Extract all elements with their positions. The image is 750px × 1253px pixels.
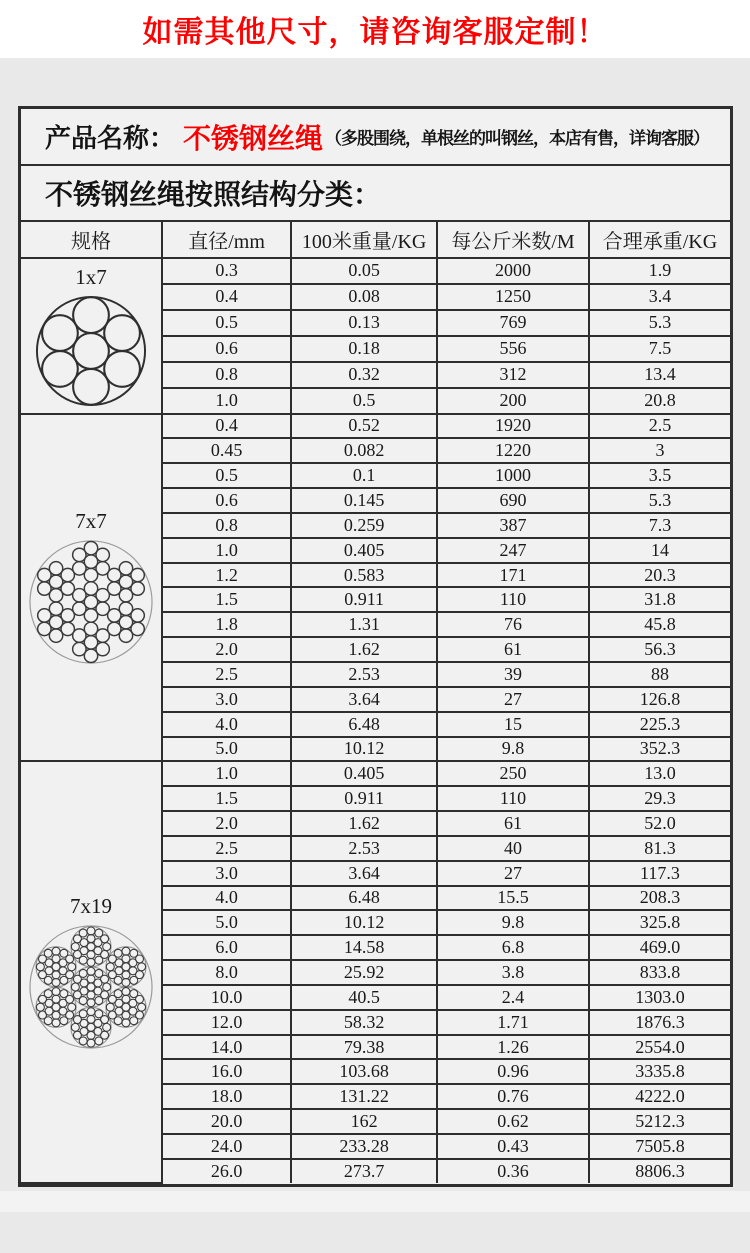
cell-diameter: 5.0 (162, 910, 291, 935)
spec-cell-7x7 (21, 414, 162, 762)
spec-label-7x19: 7x19 (70, 894, 113, 919)
cell-weight-per-100m: 40.5 (291, 985, 437, 1010)
cell-weight-per-100m: 0.05 (291, 258, 437, 284)
cell-load: 3.5 (589, 463, 730, 488)
table-row (21, 414, 730, 439)
table-row (21, 258, 730, 284)
spec-label-7x7: 7x7 (75, 509, 107, 534)
product-name-value: 不锈钢丝绳 (183, 122, 324, 154)
cell-weight-per-100m: 0.405 (291, 761, 437, 786)
cell-weight-per-100m: 25.92 (291, 960, 437, 985)
spec-table (21, 222, 730, 1184)
cell-load: 3 (589, 438, 730, 463)
cell-weight-per-100m: 162 (291, 1109, 437, 1134)
banner-text: 如需其他尺寸，请咨询客服定制！ (142, 16, 608, 49)
cell-meters-per-kg: 171 (437, 563, 589, 588)
cell-diameter: 8.0 (162, 960, 291, 985)
cell-diameter: 1.5 (162, 786, 291, 811)
classification-subtitle-row (21, 166, 730, 222)
cell-weight-per-100m: 1.62 (291, 811, 437, 836)
cell-load: 208.3 (589, 886, 730, 911)
cell-load: 325.8 (589, 910, 730, 935)
cell-load: 31.8 (589, 587, 730, 612)
cell-diameter: 0.6 (162, 336, 291, 362)
cell-diameter: 2.5 (162, 662, 291, 687)
rope-cross-section-7x19-diagram (28, 924, 154, 1050)
cell-meters-per-kg: 0.36 (437, 1159, 589, 1183)
cell-diameter: 20.0 (162, 1109, 291, 1134)
product-spec-panel (18, 106, 733, 1187)
spec-table-wrap (21, 222, 730, 1184)
product-name-label: 产品名称： (45, 123, 176, 153)
cell-load: 14 (589, 538, 730, 563)
cell-weight-per-100m: 1.31 (291, 612, 437, 637)
header-row (21, 222, 730, 258)
cell-load: 29.3 (589, 786, 730, 811)
col-header-diameter: 直径/mm (162, 222, 291, 258)
cell-meters-per-kg: 27 (437, 687, 589, 712)
cell-weight-per-100m: 3.64 (291, 861, 437, 886)
cell-diameter: 0.5 (162, 310, 291, 336)
cell-load: 7.5 (589, 336, 730, 362)
cell-diameter: 4.0 (162, 712, 291, 737)
cell-meters-per-kg: 312 (437, 362, 589, 388)
cell-meters-per-kg: 247 (437, 538, 589, 563)
cell-meters-per-kg: 39 (437, 662, 589, 687)
col-header-load: 合理承重/KG (589, 222, 730, 258)
cell-load: 1303.0 (589, 985, 730, 1010)
cell-meters-per-kg: 6.8 (437, 935, 589, 960)
cell-load: 8806.3 (589, 1159, 730, 1183)
cell-weight-per-100m: 273.7 (291, 1159, 437, 1183)
col-header-meters-per-kg: 每公斤米数/M (437, 222, 589, 258)
cell-meters-per-kg: 0.43 (437, 1134, 589, 1159)
cell-diameter: 0.4 (162, 414, 291, 439)
cell-diameter: 26.0 (162, 1159, 291, 1183)
cell-meters-per-kg: 556 (437, 336, 589, 362)
cell-diameter: 0.3 (162, 258, 291, 284)
cell-load: 5.3 (589, 310, 730, 336)
cell-meters-per-kg: 110 (437, 587, 589, 612)
cell-meters-per-kg: 250 (437, 761, 589, 786)
cell-meters-per-kg: 2.4 (437, 985, 589, 1010)
cell-weight-per-100m: 10.12 (291, 910, 437, 935)
cell-load: 81.3 (589, 836, 730, 861)
cell-meters-per-kg: 1220 (437, 438, 589, 463)
cell-diameter: 0.45 (162, 438, 291, 463)
cell-meters-per-kg: 387 (437, 513, 589, 538)
cell-load: 2554.0 (589, 1035, 730, 1060)
cell-diameter: 0.6 (162, 488, 291, 513)
cell-meters-per-kg: 1920 (437, 414, 589, 439)
cell-load: 13.4 (589, 362, 730, 388)
cell-load: 5212.3 (589, 1109, 730, 1134)
cell-meters-per-kg: 110 (437, 786, 589, 811)
cell-diameter: 0.4 (162, 284, 291, 310)
rope-cross-section-7x7-diagram (28, 539, 154, 665)
cell-load: 5.3 (589, 488, 730, 513)
cell-weight-per-100m: 0.145 (291, 488, 437, 513)
cell-weight-per-100m: 79.38 (291, 1035, 437, 1060)
cell-diameter: 2.0 (162, 637, 291, 662)
cell-load: 352.3 (589, 737, 730, 762)
cell-load: 833.8 (589, 960, 730, 985)
cell-weight-per-100m: 0.5 (291, 388, 437, 414)
cell-diameter: 1.5 (162, 587, 291, 612)
cell-load: 2.5 (589, 414, 730, 439)
cell-load: 1.9 (589, 258, 730, 284)
cell-weight-per-100m: 131.22 (291, 1084, 437, 1109)
cell-weight-per-100m: 233.28 (291, 1134, 437, 1159)
cell-meters-per-kg: 27 (437, 861, 589, 886)
cell-weight-per-100m: 103.68 (291, 1059, 437, 1084)
cell-meters-per-kg: 0.62 (437, 1109, 589, 1134)
cell-meters-per-kg: 769 (437, 310, 589, 336)
cell-weight-per-100m: 0.1 (291, 463, 437, 488)
cell-load: 52.0 (589, 811, 730, 836)
cell-weight-per-100m: 0.32 (291, 362, 437, 388)
product-name-row (21, 109, 730, 166)
cell-meters-per-kg: 1.26 (437, 1035, 589, 1060)
cell-diameter: 12.0 (162, 1010, 291, 1035)
cell-meters-per-kg: 40 (437, 836, 589, 861)
cell-diameter: 10.0 (162, 985, 291, 1010)
cell-load: 469.0 (589, 935, 730, 960)
cell-meters-per-kg: 9.8 (437, 737, 589, 762)
cell-diameter: 0.5 (162, 463, 291, 488)
cell-meters-per-kg: 1250 (437, 284, 589, 310)
cell-diameter: 1.0 (162, 761, 291, 786)
cell-weight-per-100m: 0.405 (291, 538, 437, 563)
classification-subtitle-text: 不锈钢丝绳按照结构分类： (45, 179, 382, 210)
cell-weight-per-100m: 0.583 (291, 563, 437, 588)
cell-diameter: 1.8 (162, 612, 291, 637)
cell-meters-per-kg: 61 (437, 811, 589, 836)
cell-diameter: 1.0 (162, 388, 291, 414)
bottom-band (0, 1191, 750, 1212)
table-row (21, 761, 730, 786)
cell-load: 126.8 (589, 687, 730, 712)
col-header-spec: 规格 (21, 222, 162, 258)
cell-weight-per-100m: 10.12 (291, 737, 437, 762)
product-name-note: （多股围绕，单根丝的叫钢丝，本店有售，详询客服） (325, 129, 710, 148)
cell-load: 225.3 (589, 712, 730, 737)
cell-diameter: 24.0 (162, 1134, 291, 1159)
cell-diameter: 5.0 (162, 737, 291, 762)
cell-meters-per-kg: 200 (437, 388, 589, 414)
cell-diameter: 4.0 (162, 886, 291, 911)
cell-load: 1876.3 (589, 1010, 730, 1035)
cell-load: 88 (589, 662, 730, 687)
col-header-weight-per-100m: 100米重量/KG (291, 222, 437, 258)
cell-diameter: 16.0 (162, 1059, 291, 1084)
cell-meters-per-kg: 690 (437, 488, 589, 513)
cell-weight-per-100m: 0.08 (291, 284, 437, 310)
cell-meters-per-kg: 61 (437, 637, 589, 662)
cell-weight-per-100m: 58.32 (291, 1010, 437, 1035)
cell-weight-per-100m: 0.52 (291, 414, 437, 439)
cell-meters-per-kg: 15 (437, 712, 589, 737)
cell-diameter: 3.0 (162, 687, 291, 712)
cell-meters-per-kg: 0.96 (437, 1059, 589, 1084)
cell-meters-per-kg: 15.5 (437, 886, 589, 911)
cell-load: 56.3 (589, 637, 730, 662)
cell-diameter: 6.0 (162, 935, 291, 960)
spec-cell-7x19 (21, 761, 162, 1183)
spec-cell-1x7 (21, 258, 162, 414)
cell-load: 13.0 (589, 761, 730, 786)
cell-meters-per-kg: 1.71 (437, 1010, 589, 1035)
cell-weight-per-100m: 2.53 (291, 836, 437, 861)
cell-weight-per-100m: 6.48 (291, 886, 437, 911)
cell-meters-per-kg: 1000 (437, 463, 589, 488)
custom-size-banner (0, 0, 750, 58)
cell-diameter: 3.0 (162, 861, 291, 886)
cell-weight-per-100m: 0.18 (291, 336, 437, 362)
cell-weight-per-100m: 1.62 (291, 637, 437, 662)
cell-diameter: 14.0 (162, 1035, 291, 1060)
cell-diameter: 1.2 (162, 563, 291, 588)
cell-load: 20.3 (589, 563, 730, 588)
cell-weight-per-100m: 0.13 (291, 310, 437, 336)
cell-load: 4222.0 (589, 1084, 730, 1109)
rope-cross-section-1x7-diagram (35, 295, 147, 407)
cell-meters-per-kg: 3.8 (437, 960, 589, 985)
cell-weight-per-100m: 6.48 (291, 712, 437, 737)
cell-load: 20.8 (589, 388, 730, 414)
cell-load: 7505.8 (589, 1134, 730, 1159)
cell-diameter: 0.8 (162, 513, 291, 538)
cell-load: 3335.8 (589, 1059, 730, 1084)
cell-meters-per-kg: 2000 (437, 258, 589, 284)
cell-load: 117.3 (589, 861, 730, 886)
cell-weight-per-100m: 0.259 (291, 513, 437, 538)
cell-weight-per-100m: 2.53 (291, 662, 437, 687)
spec-label-1x7: 1x7 (75, 264, 107, 289)
cell-load: 7.3 (589, 513, 730, 538)
cell-diameter: 0.8 (162, 362, 291, 388)
cell-weight-per-100m: 0.911 (291, 786, 437, 811)
cell-meters-per-kg: 9.8 (437, 910, 589, 935)
cell-load: 45.8 (589, 612, 730, 637)
cell-weight-per-100m: 3.64 (291, 687, 437, 712)
cell-weight-per-100m: 0.082 (291, 438, 437, 463)
cell-diameter: 2.5 (162, 836, 291, 861)
cell-weight-per-100m: 0.911 (291, 587, 437, 612)
cell-meters-per-kg: 0.76 (437, 1084, 589, 1109)
cell-diameter: 2.0 (162, 811, 291, 836)
cell-diameter: 18.0 (162, 1084, 291, 1109)
cell-load: 3.4 (589, 284, 730, 310)
cell-meters-per-kg: 76 (437, 612, 589, 637)
cell-weight-per-100m: 14.58 (291, 935, 437, 960)
cell-diameter: 1.0 (162, 538, 291, 563)
